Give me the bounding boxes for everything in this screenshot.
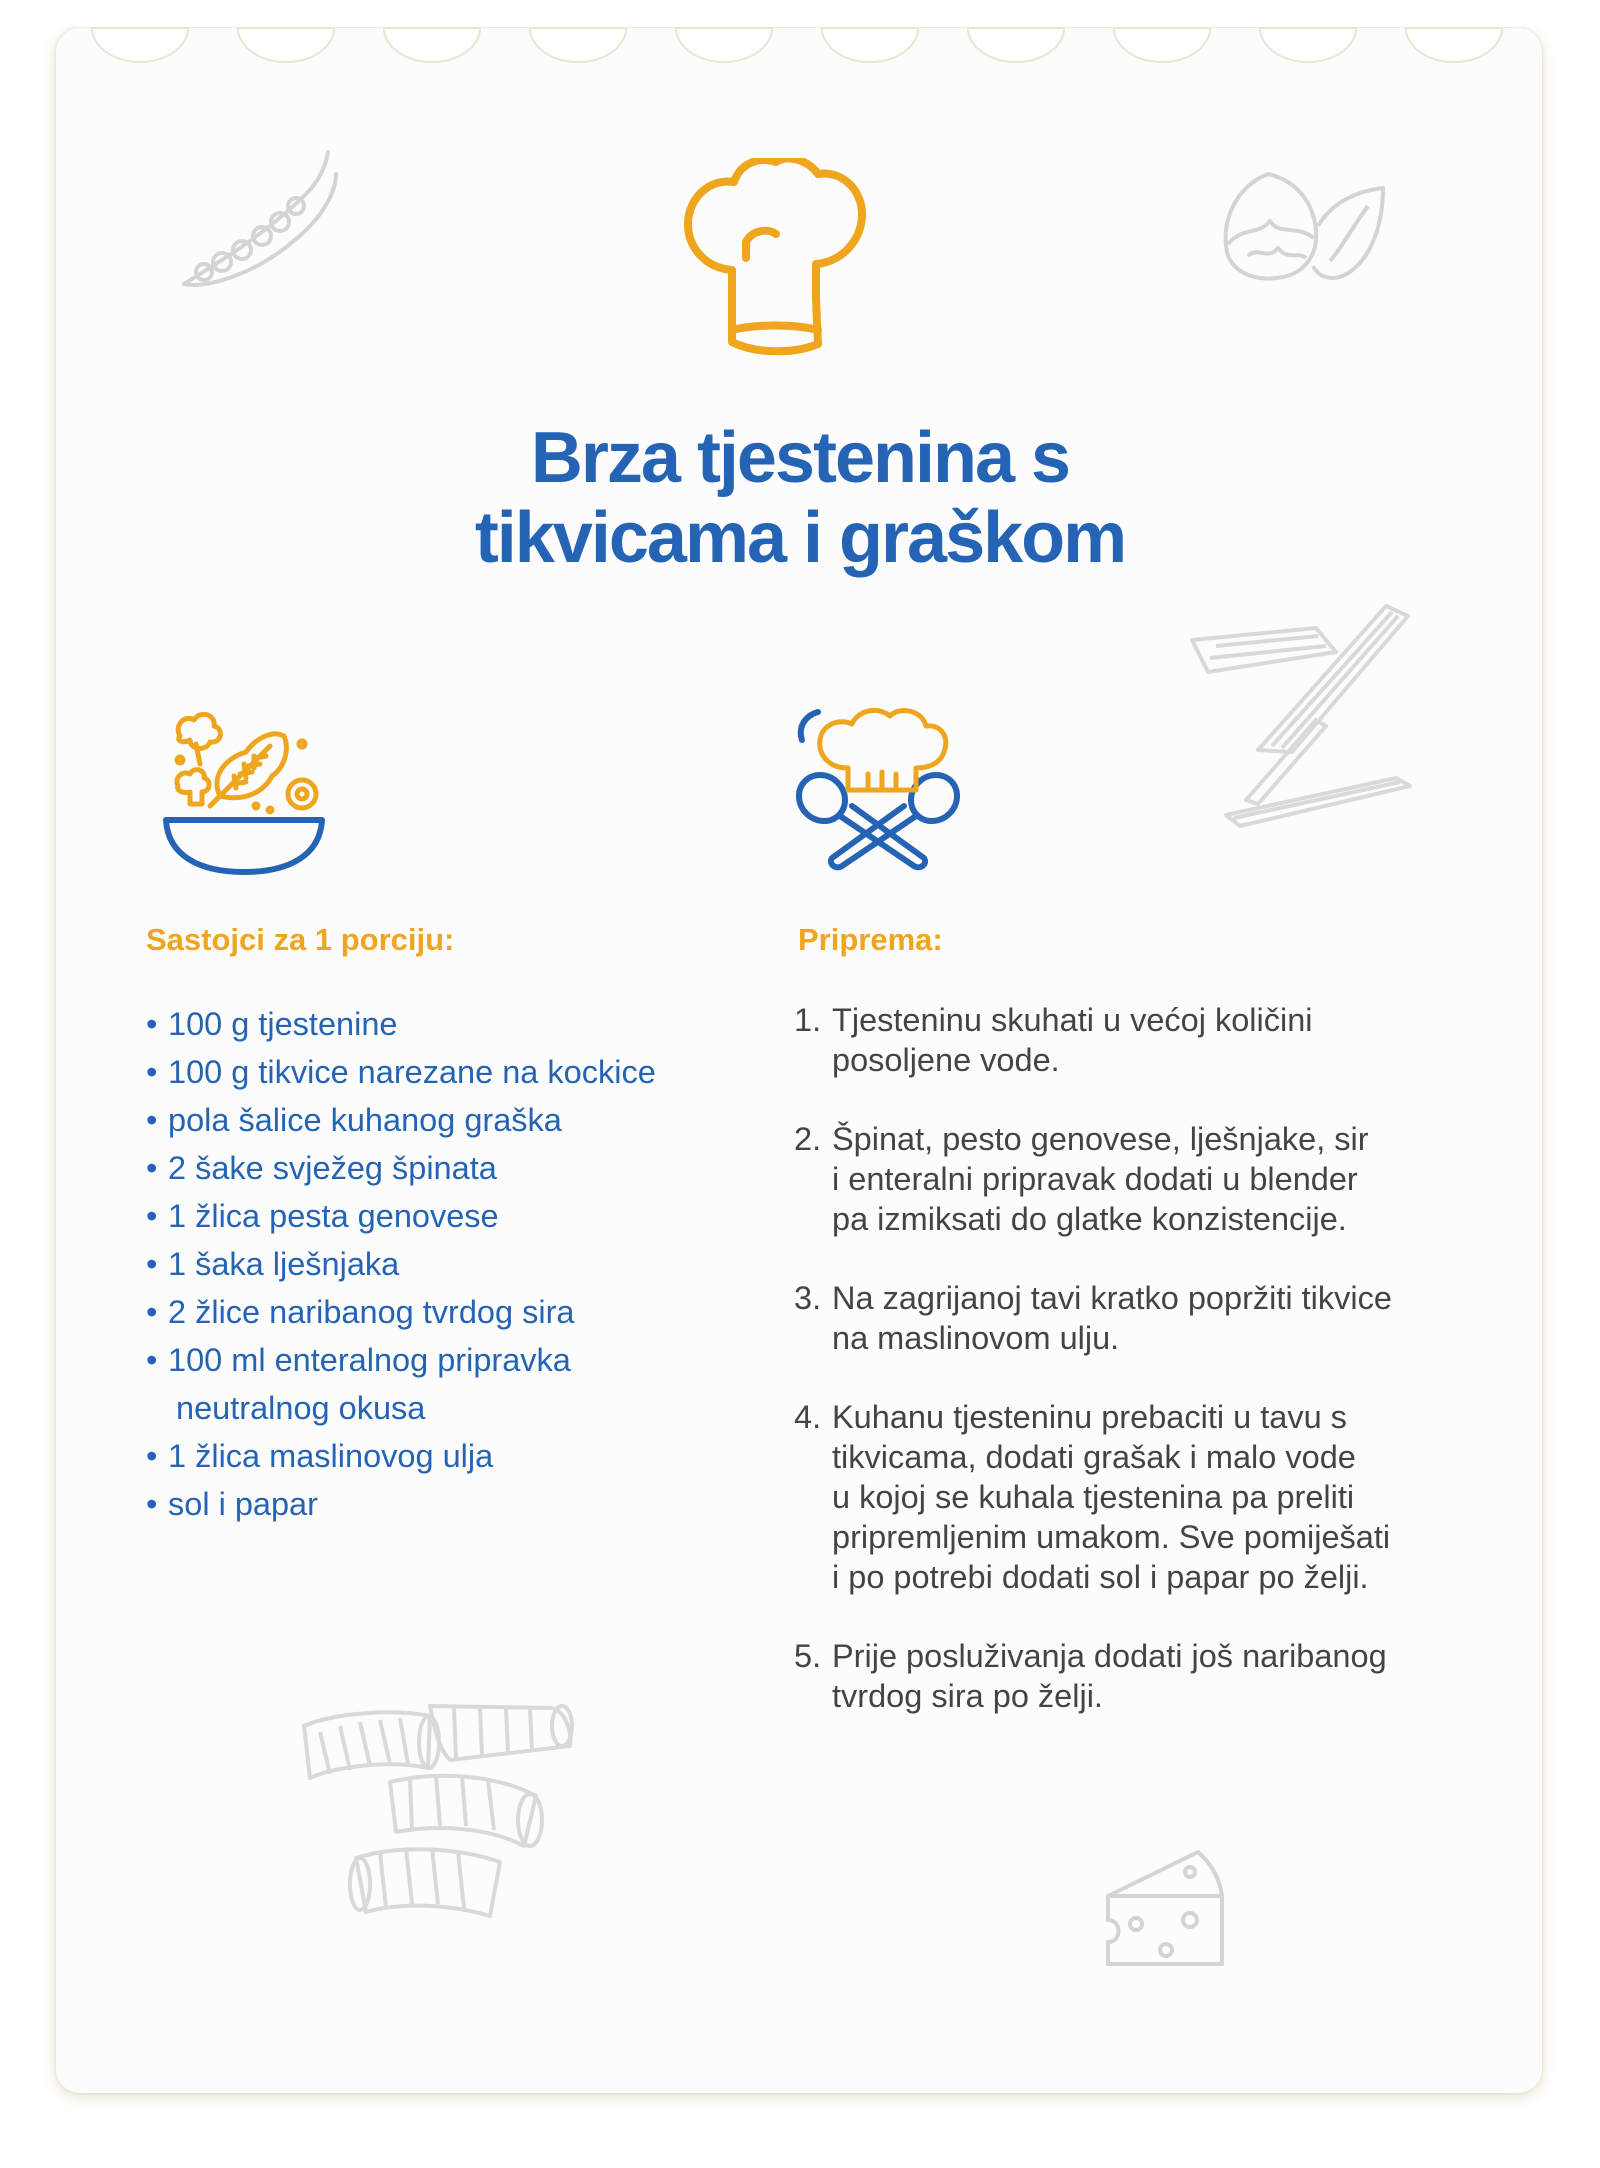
- step-text: Prije posluživanja dodati još naribanog: [832, 1638, 1387, 1674]
- recipe-title: [0, 418, 1600, 578]
- ingredient-text: sol i papar: [168, 1486, 318, 1522]
- step-item: [794, 1397, 1514, 1597]
- step-number: 4.: [794, 1399, 822, 1435]
- ingredient-item: [146, 1480, 766, 1528]
- step-text: Špinat, pesto genovese, lješnjake, sir: [832, 1121, 1369, 1157]
- ingredient-item: [146, 1288, 766, 1336]
- step-text: u kojoj se kuhala tjestenina pa preliti: [832, 1479, 1355, 1515]
- scalloped-edge: [56, 0, 1542, 70]
- ingredient-item: [146, 1144, 766, 1192]
- pea-pod-icon: [176, 144, 346, 294]
- ingredient-text: 2 šake svježeg špinata: [168, 1150, 497, 1186]
- step-number: 1.: [794, 1002, 822, 1038]
- step-text: Tjesteninu skuhati u većoj količini: [832, 1002, 1313, 1038]
- step-text: Na zagrijanoj tavi kratko popržiti tikvice: [832, 1280, 1392, 1316]
- step-item: [794, 1636, 1514, 1716]
- ingredient-item: [146, 1000, 766, 1048]
- preparation-steps: [794, 1000, 1514, 1755]
- step-text: i po potrebi dodati sol i papar po želji.: [832, 1559, 1369, 1595]
- ingredient-text: 2 žlice naribanog tvrdog sira: [168, 1294, 575, 1330]
- chef-hat-icon: [676, 158, 868, 358]
- rigatoni-pasta-icon: [300, 1686, 580, 1926]
- step-number: 3.: [794, 1280, 822, 1316]
- ingredient-item: [146, 1048, 766, 1096]
- ingredient-text: 1 žlica maslinovog ulja: [168, 1438, 494, 1474]
- ingredient-text: pola šalice kuhanog graška: [168, 1102, 562, 1138]
- ingredients-list: [146, 1000, 766, 1528]
- chef-hat-crossed-spoons-icon: [794, 706, 964, 876]
- penne-pasta-icon: [1186, 600, 1426, 830]
- ingredient-text-continued: neutralnog okusa: [176, 1390, 426, 1426]
- cheese-icon: [1100, 1846, 1230, 1970]
- ingredient-item: [146, 1432, 766, 1480]
- title-line-2: tikvicama i graškom: [474, 498, 1126, 578]
- ingredient-item: [146, 1336, 766, 1432]
- ingredient-text: 100 g tikvice narezane na kockice: [168, 1054, 656, 1090]
- step-number: 5.: [794, 1638, 822, 1674]
- ingredient-item: [146, 1192, 766, 1240]
- step-item: [794, 1278, 1514, 1358]
- step-text: na maslinovom ulju.: [832, 1320, 1120, 1356]
- hazelnut-icon: [1218, 166, 1388, 286]
- step-text: pripremljenim umakom. Sve pomiješati: [832, 1519, 1391, 1555]
- ingredient-text: 100 ml enteralnog pripravka: [168, 1342, 571, 1378]
- ingredient-text: 1 šaka lješnjaka: [168, 1246, 400, 1282]
- step-text: pa izmiksati do glatke konzistencije.: [832, 1201, 1347, 1237]
- step-text: i enteralni pripravak dodati u blender: [832, 1161, 1358, 1197]
- ingredient-text: 1 žlica pesta genovese: [168, 1198, 499, 1234]
- step-text: posoljene vode.: [832, 1042, 1060, 1078]
- ingredient-text: 100 g tjestenine: [168, 1006, 398, 1042]
- step-item: [794, 1000, 1514, 1080]
- ingredients-heading: Sastojci za 1 porciju:: [146, 922, 455, 957]
- step-text: Kuhanu tjesteninu prebaciti u tavu s: [832, 1399, 1347, 1435]
- step-item: [794, 1119, 1514, 1239]
- preparation-heading: Priprema:: [798, 922, 943, 957]
- title-line-1: Brza tjestenina s: [530, 418, 1070, 498]
- ingredient-item: [146, 1240, 766, 1288]
- step-number: 2.: [794, 1121, 822, 1157]
- step-text: tikvicama, dodati grašak i malo vode: [832, 1439, 1356, 1475]
- step-text: tvrdog sira po želji.: [832, 1678, 1103, 1714]
- salad-bowl-icon: [160, 706, 330, 876]
- ingredient-item: [146, 1096, 766, 1144]
